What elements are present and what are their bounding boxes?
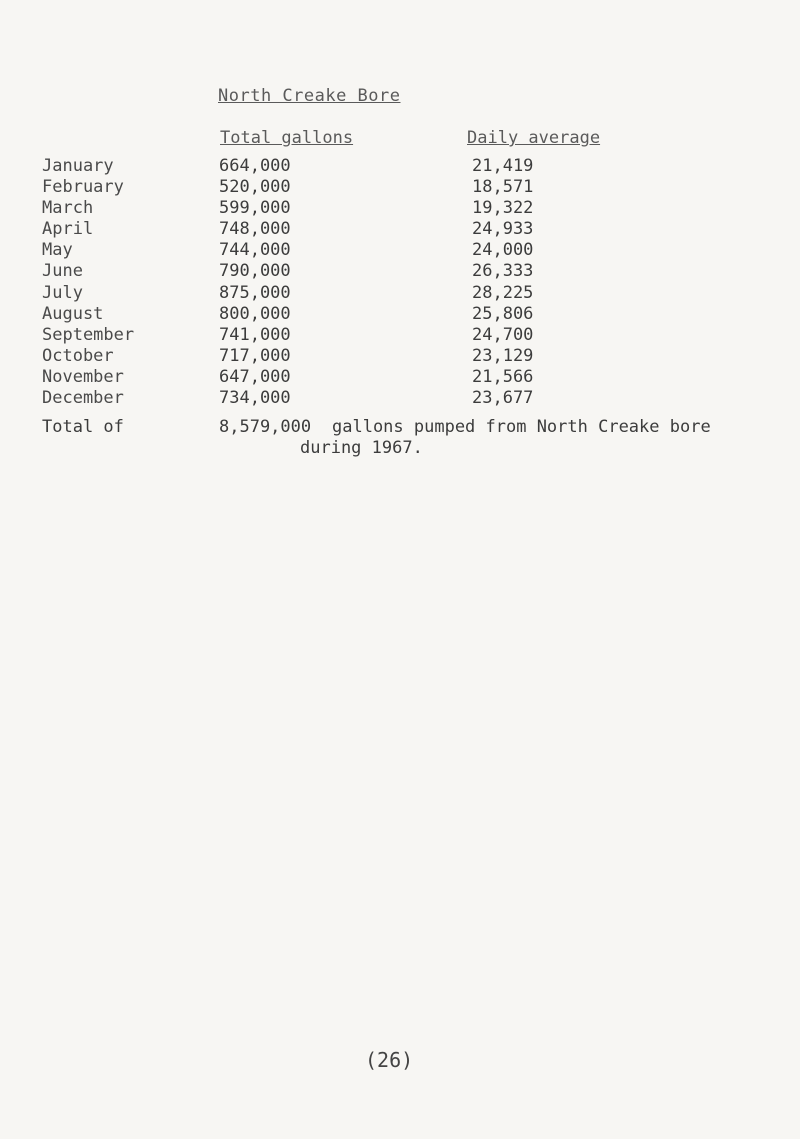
table-row <box>0 177 800 198</box>
month-label: May <box>42 240 73 261</box>
column-header-total-gallons: Total gallons <box>220 128 354 148</box>
daily-average-value: 26,333 <box>472 261 534 282</box>
table-row <box>0 240 800 261</box>
table-row <box>0 261 800 282</box>
total-description-continued: during 1967. <box>300 438 423 458</box>
total-label: Total of <box>42 417 124 437</box>
table-row <box>0 283 800 304</box>
month-label: February <box>42 177 124 198</box>
table-row <box>0 367 800 388</box>
column-header-daily-average: Daily average <box>467 128 601 148</box>
total-gallons-value: 599,000 <box>219 198 291 219</box>
page-title: North Creake Bore <box>218 86 401 106</box>
month-label: January <box>42 156 114 176</box>
table-row <box>0 304 800 325</box>
month-label: March <box>42 198 94 219</box>
page-number: (26) <box>365 1048 414 1072</box>
daily-average-value: 19,322 <box>472 198 534 219</box>
month-label: April <box>42 219 94 240</box>
total-gallons-value: 717,000 <box>219 345 291 366</box>
month-label: November <box>42 366 124 387</box>
table-row <box>0 198 800 219</box>
daily-average-value: 23,677 <box>472 388 534 409</box>
daily-average-value: 23,129 <box>472 345 534 366</box>
daily-average-value: 21,566 <box>472 366 534 387</box>
total-gallons-value: 741,000 <box>219 324 291 345</box>
table-row <box>0 346 800 367</box>
total-gallons-value: 734,000 <box>219 388 291 409</box>
daily-average-value: 18,571 <box>472 177 534 198</box>
total-gallons-value: 790,000 <box>219 261 291 282</box>
total-gallons-value: 647,000 <box>219 366 291 387</box>
total-gallons-value: 744,000 <box>219 240 291 261</box>
daily-average-value: 21,419 <box>472 156 534 176</box>
daily-average-value: 24,000 <box>472 240 534 261</box>
monthly-table <box>0 156 800 409</box>
total-value: 8,579,000 <box>219 417 312 437</box>
daily-average-value: 24,700 <box>472 324 534 345</box>
table-row <box>0 325 800 346</box>
month-label: June <box>42 261 83 282</box>
month-label: August <box>42 303 104 324</box>
total-gallons-value: 520,000 <box>219 177 291 198</box>
month-label: September <box>42 324 135 345</box>
month-label: December <box>42 388 124 409</box>
total-gallons-value: 748,000 <box>219 219 291 240</box>
daily-average-value: 24,933 <box>472 219 534 240</box>
daily-average-value: 28,225 <box>472 282 534 303</box>
month-label: July <box>42 282 83 303</box>
table-row <box>0 156 800 177</box>
total-description: gallons pumped from North Creake bore <box>332 417 711 437</box>
daily-average-value: 25,806 <box>472 303 534 324</box>
month-label: October <box>42 345 114 366</box>
total-gallons-value: 875,000 <box>219 282 291 303</box>
table-row <box>0 219 800 240</box>
total-gallons-value: 800,000 <box>219 303 291 324</box>
table-row <box>0 388 800 409</box>
total-gallons-value: 664,000 <box>219 156 291 176</box>
